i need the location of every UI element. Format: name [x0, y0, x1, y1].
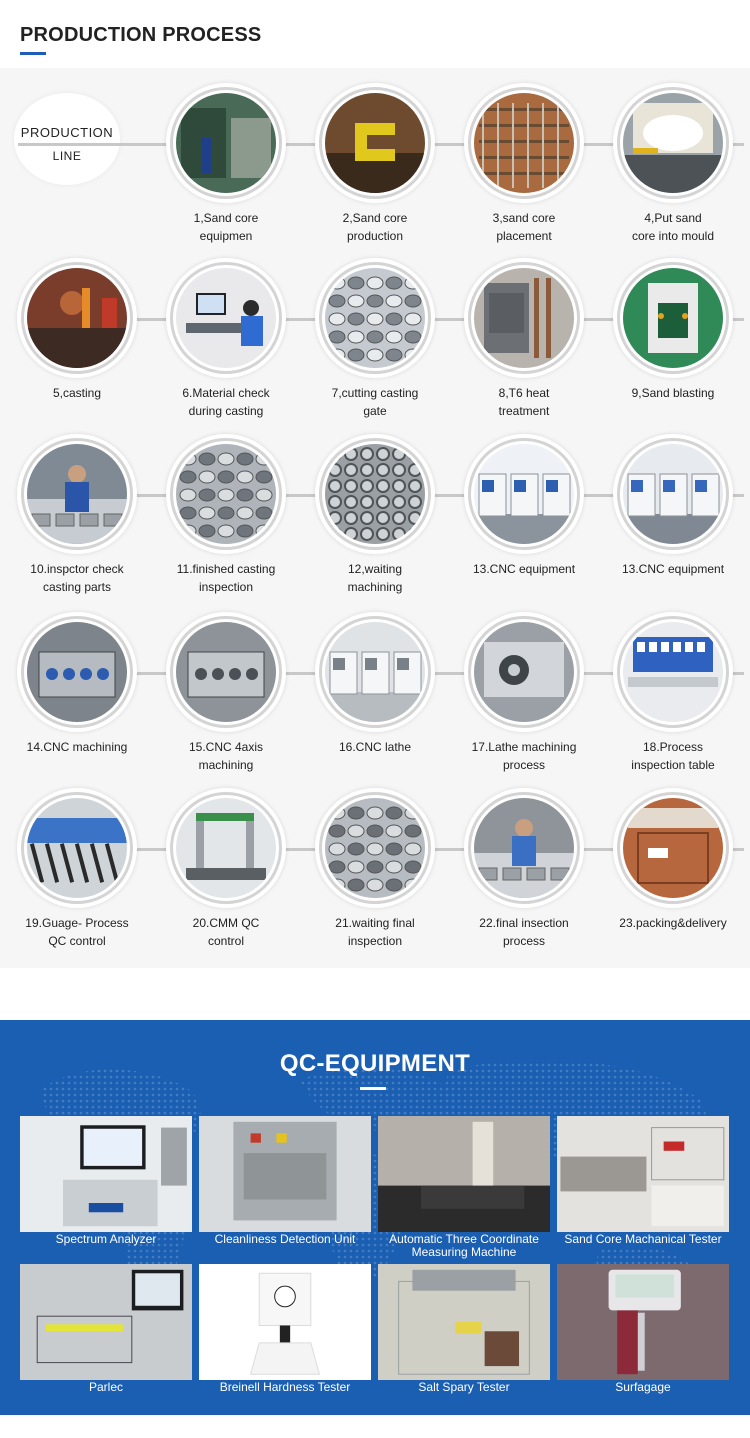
process-step-photo	[27, 268, 127, 368]
title-underline	[20, 52, 46, 55]
process-step-photo	[325, 798, 425, 898]
process-step-caption-line: 16.CNC lathe	[338, 740, 412, 754]
process-step-caption-line: production	[346, 229, 404, 243]
process-step-photo	[325, 93, 425, 193]
process-step-caption	[449, 914, 599, 950]
qc-equipment-label-line: Sand Core Machanical Tester	[564, 1232, 722, 1246]
process-step	[151, 612, 301, 784]
process-step	[300, 83, 450, 255]
process-step-caption-line: inspection	[198, 580, 254, 594]
process-step-caption-line: machining	[198, 758, 254, 772]
process-step-caption-line: 9,Sand blasting	[631, 386, 715, 400]
process-step	[151, 788, 301, 960]
qc-equipment-photo	[199, 1264, 371, 1380]
process-step	[2, 258, 152, 430]
qc-equipment-card	[199, 1116, 371, 1262]
process-step-caption	[300, 209, 450, 245]
process-step-photo	[623, 798, 723, 898]
qc-equipment-photo	[557, 1264, 729, 1380]
process-step-caption-line: 13.CNC equipment	[621, 562, 725, 576]
process-step-caption-line: during casting	[188, 404, 264, 418]
process-step-caption-line: 3,sand core	[492, 211, 556, 225]
process-step	[598, 434, 748, 606]
qc-equipment-label-line: Salt Spary Tester	[418, 1380, 510, 1394]
process-step-caption-line: 1,Sand core	[193, 211, 259, 225]
process-step-frame	[464, 434, 584, 554]
qc-equipment-label-line: Surfagage	[615, 1380, 671, 1394]
process-step-frame	[17, 788, 137, 908]
process-step	[151, 434, 301, 606]
process-step-caption	[449, 384, 599, 420]
section-header	[0, 0, 750, 68]
process-step-photo	[325, 268, 425, 368]
process-step-caption	[300, 914, 450, 950]
process-step-photo	[176, 93, 276, 193]
process-step-frame	[613, 434, 733, 554]
process-step	[598, 788, 748, 960]
qc-equipment-label	[16, 1233, 196, 1246]
process-step-caption-line: 5,casting	[52, 386, 102, 400]
process-step-photo	[623, 622, 723, 722]
page-title: PRODUCTION PROCESS	[20, 24, 262, 46]
process-step-photo	[474, 622, 574, 722]
badge-line1: PRODUCTION	[20, 125, 114, 140]
qc-equipment-label	[16, 1381, 196, 1394]
process-step-caption-line: 2,Sand core	[342, 211, 408, 225]
process-step-frame	[464, 788, 584, 908]
process-step	[449, 434, 599, 606]
process-step-caption	[598, 209, 748, 245]
process-step-photo	[176, 444, 276, 544]
process-step-photo	[623, 93, 723, 193]
process-step	[598, 612, 748, 784]
process-step-frame	[613, 258, 733, 378]
qc-equipment-card	[20, 1264, 192, 1410]
process-step-caption-line: 21.waiting final	[335, 916, 415, 930]
qc-equipment-card	[20, 1116, 192, 1262]
process-step-frame	[17, 258, 137, 378]
qc-equipment-label-line: Automatic Three Coordinate	[389, 1232, 539, 1246]
production-line-badge	[14, 93, 120, 185]
process-step-caption-line: 23.packing&delivery	[619, 916, 727, 930]
qc-equipment-card	[378, 1116, 550, 1262]
qc-equipment-label	[553, 1233, 733, 1246]
process-step-photo	[325, 444, 425, 544]
process-step-caption	[2, 560, 152, 596]
process-step-caption	[598, 384, 748, 402]
process-step	[151, 258, 301, 430]
qc-equipment-label	[195, 1233, 375, 1246]
process-step-photo	[176, 268, 276, 368]
process-step-caption-line: QC control	[48, 934, 106, 948]
process-step-caption-line: 14.CNC machining	[26, 740, 128, 754]
process-step-caption	[598, 914, 748, 932]
process-step-caption-line: core into mould	[631, 229, 715, 243]
process-step-photo	[474, 444, 574, 544]
process-step-frame	[613, 83, 733, 203]
process-step-caption-line: 11.finished casting	[176, 562, 276, 576]
process-step	[449, 83, 599, 255]
process-step-caption-line: 17.Lathe machining	[471, 740, 577, 754]
process-step-caption	[449, 209, 599, 245]
process-step-caption	[449, 738, 599, 774]
qc-equipment-card	[557, 1264, 729, 1410]
process-step-caption-line: inspection	[347, 934, 403, 948]
process-step	[2, 434, 152, 606]
process-step-caption	[151, 914, 301, 950]
process-step	[2, 788, 152, 960]
process-step-caption	[2, 384, 152, 402]
process-step	[300, 612, 450, 784]
process-step-caption-line: machining	[347, 580, 403, 594]
process-step-frame	[613, 612, 733, 732]
process-step-caption-line: 6.Material check	[182, 386, 270, 400]
qc-equipment-photo	[378, 1264, 550, 1380]
process-step-caption-line: control	[207, 934, 245, 948]
process-step	[449, 788, 599, 960]
process-step-photo	[474, 268, 574, 368]
process-step	[300, 258, 450, 430]
qc-equipment-label-line: Spectrum Analyzer	[55, 1232, 157, 1246]
process-step-caption-line: 18.Process	[642, 740, 704, 754]
qc-equipment-label-line: Parlec	[88, 1380, 123, 1394]
process-step-frame	[166, 258, 286, 378]
process-step-caption	[300, 738, 450, 756]
process-step-caption	[300, 560, 450, 596]
process-step-frame	[613, 788, 733, 908]
process-step-caption-line: 4,Put sand	[644, 211, 702, 225]
process-step-photo	[474, 93, 574, 193]
process-step	[449, 258, 599, 430]
process-step-caption	[151, 209, 301, 245]
qc-equipment-label	[374, 1233, 554, 1259]
process-step-caption	[151, 384, 301, 420]
process-step-caption-line: 12,waiting	[347, 562, 403, 576]
qc-equipment-photo	[20, 1116, 192, 1232]
process-step-frame	[166, 83, 286, 203]
qc-equipment-card	[199, 1264, 371, 1410]
qc-equipment-photo	[199, 1116, 371, 1232]
process-step-caption-line: treatment	[498, 404, 550, 418]
process-step	[151, 83, 301, 255]
process-step-frame	[166, 788, 286, 908]
process-step-caption	[151, 738, 301, 774]
process-step-photo	[27, 798, 127, 898]
process-step-caption-line: 10.inspctor check	[30, 562, 124, 576]
process-step-frame	[166, 612, 286, 732]
process-step-caption-line: casting parts	[42, 580, 112, 594]
process-step-frame	[315, 83, 435, 203]
qc-equipment-label-line: Measuring Machine	[411, 1245, 517, 1259]
qc-equipment-label	[195, 1381, 375, 1394]
process-step-caption-line: 20.CMM QC	[192, 916, 260, 930]
process-step-caption	[300, 384, 450, 420]
process-step	[449, 612, 599, 784]
process-step-frame	[315, 612, 435, 732]
process-step-photo	[27, 622, 127, 722]
process-step-photo	[623, 268, 723, 368]
qc-equipment-label	[553, 1381, 733, 1394]
qc-equipment-label-line: Breinell Hardness Tester	[219, 1380, 351, 1394]
qc-equipment-photo	[557, 1116, 729, 1232]
process-step-frame	[17, 434, 137, 554]
process-step-caption-line: process	[502, 758, 546, 772]
process-step-frame	[464, 612, 584, 732]
process-step-caption-line: 22.final insection	[479, 916, 569, 930]
process-step-photo	[176, 798, 276, 898]
process-step-frame	[315, 434, 435, 554]
process-step-frame	[315, 788, 435, 908]
process-step	[598, 258, 748, 430]
process-step-caption	[598, 738, 748, 774]
process-step-caption	[598, 560, 748, 578]
qc-equipment-card	[378, 1264, 550, 1410]
qc-title-underline	[360, 1087, 386, 1090]
process-step-caption-line: placement	[496, 229, 552, 243]
process-step-caption-line: 19.Guage- Process	[25, 916, 129, 930]
process-step	[2, 612, 152, 784]
badge-line2: LINE	[52, 149, 82, 163]
process-step-caption	[449, 560, 599, 578]
process-step-photo	[325, 622, 425, 722]
qc-equipment-photo	[378, 1116, 550, 1232]
process-step-caption-line: equipmen	[199, 229, 253, 243]
process-step-photo	[27, 444, 127, 544]
process-step	[598, 83, 748, 255]
process-step-caption	[2, 738, 152, 756]
process-step-caption-line: 15.CNC 4axis	[188, 740, 264, 754]
process-step-frame	[315, 258, 435, 378]
qc-equipment-card	[557, 1116, 729, 1262]
qc-equipment-label-line: Cleanliness Detection Unit	[214, 1232, 356, 1246]
process-step-caption	[2, 914, 152, 950]
process-step-caption-line: 7,cutting casting	[331, 386, 419, 400]
qc-equipment-photo	[20, 1264, 192, 1380]
process-step-caption-line: gate	[363, 404, 387, 418]
process-step-frame	[464, 258, 584, 378]
process-step	[300, 434, 450, 606]
process-step-photo	[474, 798, 574, 898]
qc-equipment-section	[0, 1020, 750, 1415]
qc-title: QC-EQUIPMENT	[279, 1050, 471, 1077]
process-step	[300, 788, 450, 960]
process-step-photo	[176, 622, 276, 722]
process-step-caption-line: 13.CNC equipment	[472, 562, 576, 576]
process-step-frame	[17, 612, 137, 732]
qc-equipment-label	[374, 1381, 554, 1394]
process-step-frame	[464, 83, 584, 203]
process-step-photo	[623, 444, 723, 544]
process-step-caption-line: 8,T6 heat	[498, 386, 550, 400]
process-step-caption	[151, 560, 301, 596]
process-step-caption-line: inspection table	[631, 758, 715, 772]
process-step-caption-line: process	[502, 934, 546, 948]
process-step-frame	[166, 434, 286, 554]
